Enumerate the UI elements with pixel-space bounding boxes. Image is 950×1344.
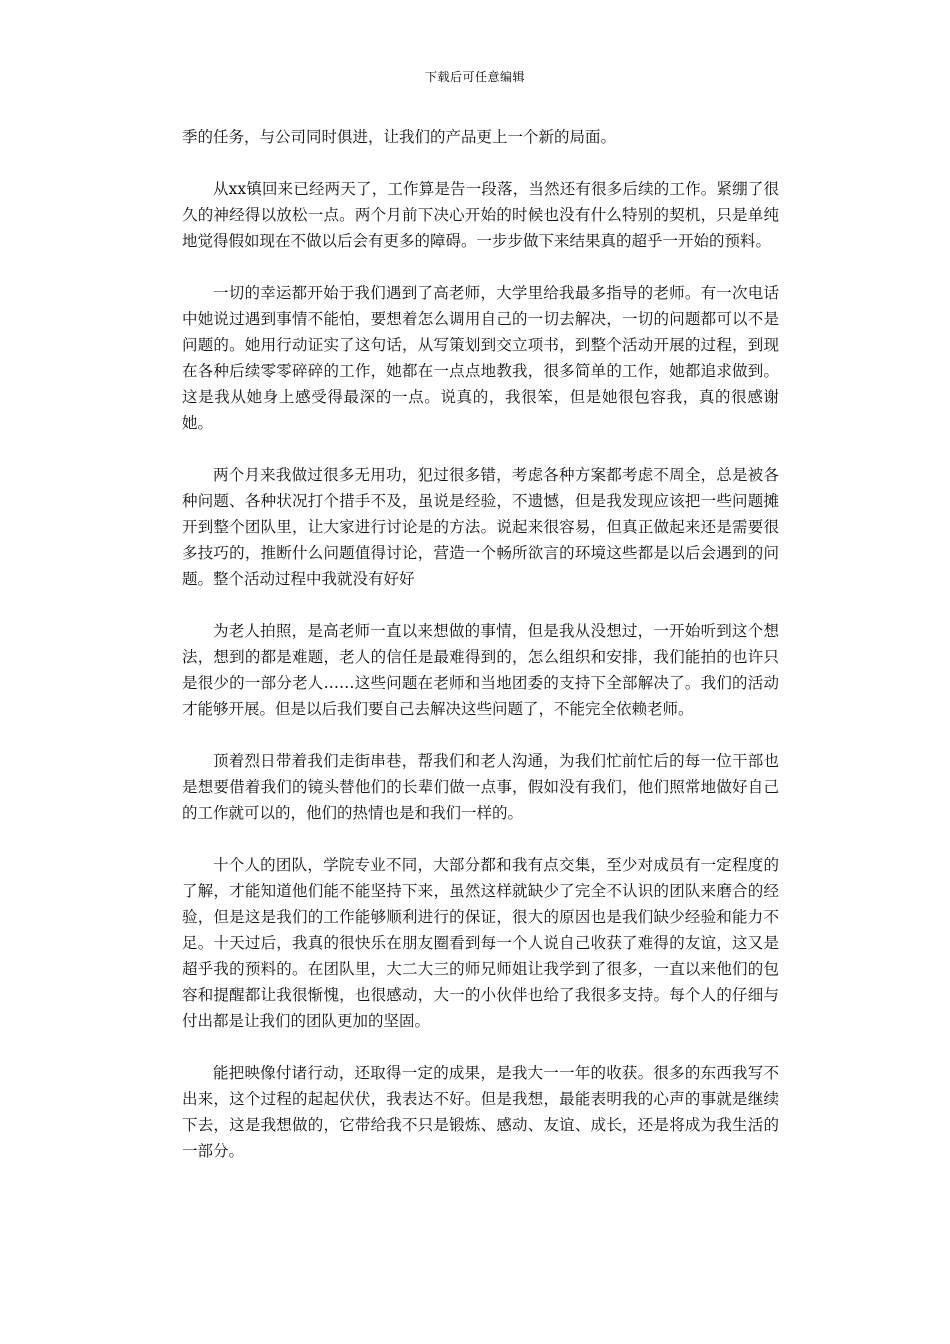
paragraph: 季的任务，与公司同时俱进，让我们的产品更上一个新的局面。: [182, 128, 617, 146]
paragraph: 从xx镇回来已经两天了，工作算是告一段落，当然还有很多后续的工作。紧绷了很久的神经得以放松一点。两个月前下决心开始的时候也没有什么特别的契机，只是单纯地觉得假如现在不做以后会有更多的障碍。一步步做下来结果真的超乎一开始的预料。: [182, 180, 779, 250]
paragraph: 顶着烈日带着我们走街串巷，帮我们和老人沟通，为我们忙前忙后的每一位干部也是想要借着我们的镜头替他们的长辈们做一点事，假如没有我们，他们照常地做好自己的工作就可以的，他们的热情也是和我们一样的。: [182, 752, 779, 822]
paragraph: 一切的幸运都开始于我们遇到了高老师，大学里给我最多指导的老师。有一次电话中她说过遇到事情不能怕，要想着怎么调用自己的一切去解决，一切的问题都可以不是问题的。她用行动证实了这句话，从写策划到交立项书，到整个活动开展的过程，到现在各种后续零零碎碎的工作，她都在一点点地教我，很多简单的工作，她都追求做到。这是我从她身上感受得最深的一点。说真的，我很笨，但是她很包容我，真的很感谢她。: [182, 284, 779, 432]
paragraph: 十个人的团队，学院专业不同，大部分都和我有点交集，至少对成员有一定程度的了解，才能知道他们能不能坚持下来，虽然这样就缺少了完全不认识的团队来磨合的经验，但是这是我们的工作能够顺利进行的保证，很大的原因也是我们缺少经验和能力不足。十天过后，我真的很快乐在朋友圈看到每一个人说自己收获了难得的友谊，这又是超乎我的预料的。在团队里，大二大三的师兄师姐让我学到了很多，一直以来他们的包容和提醒都让我很惭愧，也很感动，大一的小伙伴也给了我很多支持。每个人的仔细与付出都是让我们的团队更加的坚固。: [182, 856, 779, 1030]
document-body: [182, 124, 779, 1190]
paragraph: 两个月来我做过很多无用功，犯过很多错，考虑各种方案都考虑不周全，总是被各种问题、各种状况打个措手不及，虽说是经验，不遗憾，但是我发现应该把一些问题摊开到整个团队里，让大家进行讨论是的方法。说起来很容易，但真正做起来还是需要很多技巧的，推断什么问题值得讨论，营造一个畅所欲言的环境这些都是以后会遇到的问题。整个活动过程中我就没有好好: [182, 466, 779, 588]
page-header: 下载后可任意编辑: [424, 70, 525, 84]
paragraph: 能把映像付诸行动，还取得一定的成果，是我大一一年的收获。很多的东西我写不出来，这个过程的起起伏伏，我表达不好。但是我想，最能表明我的心声的事就是继续下去，这是我想做的，它带给我不只是锻炼、感动、友谊、成长，还是将成为我生活的一部分。: [182, 1064, 779, 1160]
paragraph: 为老人拍照，是高老师一直以来想做的事情，但是我从没想过，一开始听到这个想法，想到的都是难题，老人的信任是最难得到的，怎么组织和安排，我们能拍的也许只是很少的一部分老人……这些问题在老师和当地团委的支持下全部解决了。我们的活动才能够开展。但是以后我们要自己去解决这些问题了，不能完全依赖老师。: [182, 622, 779, 718]
